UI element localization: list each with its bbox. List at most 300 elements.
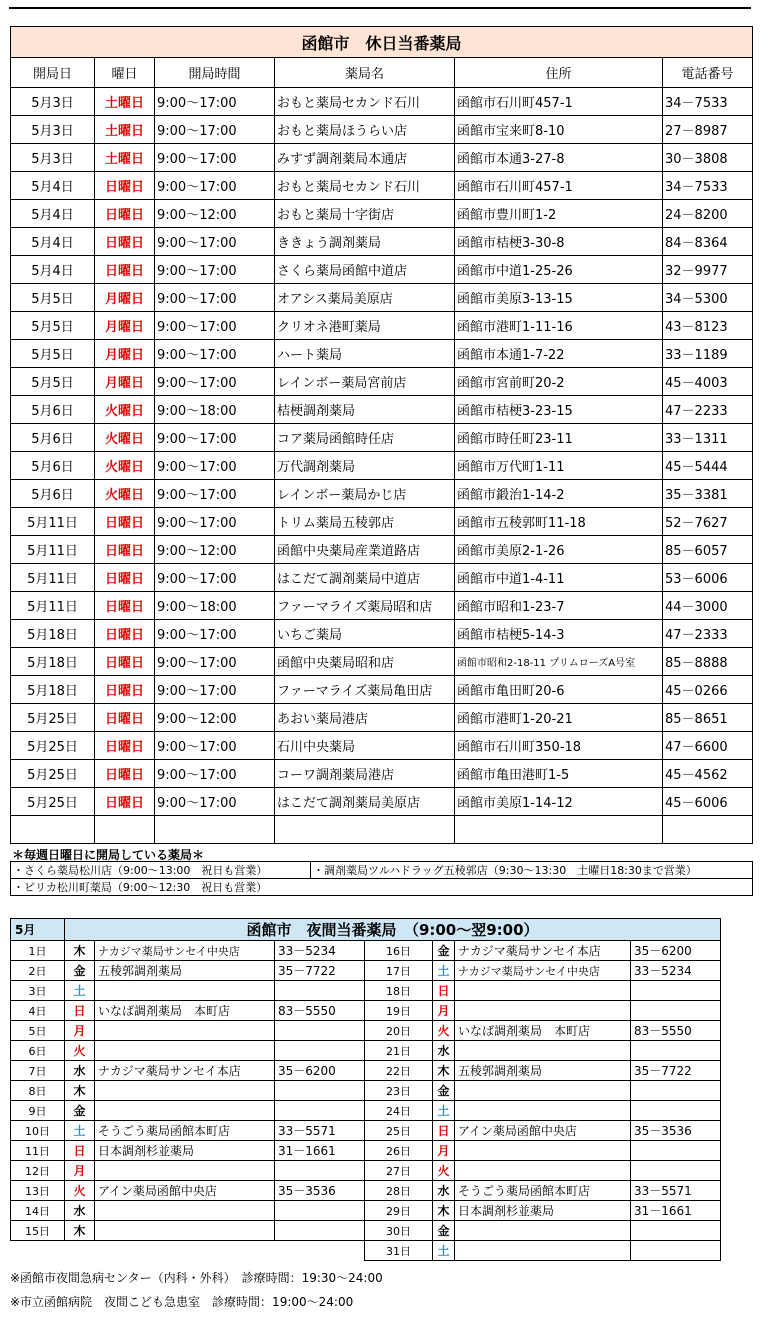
open-hours: 9:00～12:00 xyxy=(155,536,275,564)
open-hours: 9:00～17:00 xyxy=(155,368,275,396)
night-phone xyxy=(275,1221,365,1241)
night-phone xyxy=(631,1241,721,1261)
phone: 32－9977 xyxy=(663,256,753,284)
night-phone: 35－6200 xyxy=(631,941,721,961)
empty-cell xyxy=(95,816,155,844)
night-weekday: 金 xyxy=(433,1221,455,1241)
phone: 45－6006 xyxy=(663,788,753,816)
table-row xyxy=(11,368,753,396)
night-weekday: 火 xyxy=(433,1021,455,1041)
night-weekday: 水 xyxy=(65,1201,95,1221)
night-day: 28日 xyxy=(365,1181,433,1201)
address: 函館市五稜郭町11-18 xyxy=(455,508,663,536)
night-weekday: 火 xyxy=(65,1041,95,1061)
phone: 45－4562 xyxy=(663,760,753,788)
night-pharmacy-name: ナカジマ薬局サンセイ本店 xyxy=(455,941,631,961)
empty-cell xyxy=(455,816,663,844)
night-weekday: 水 xyxy=(65,1061,95,1081)
address: 函館市昭和2-18-11 プリムローズA号室 xyxy=(455,648,663,676)
night-pharmacy-name xyxy=(455,1141,631,1161)
open-date: 5月3日 xyxy=(11,88,95,116)
open-date: 5月3日 xyxy=(11,144,95,172)
night-phone: 35－7722 xyxy=(631,1061,721,1081)
phone: 34－7533 xyxy=(663,88,753,116)
pharmacy-name: オアシス薬局美原店 xyxy=(275,284,455,312)
open-date: 5月18日 xyxy=(11,676,95,704)
night-pharmacy-name xyxy=(455,1041,631,1061)
table-row xyxy=(11,760,753,788)
table-row xyxy=(11,116,753,144)
open-hours: 9:00～12:00 xyxy=(155,704,275,732)
night-day: 6日 xyxy=(11,1041,65,1061)
phone: 27－8987 xyxy=(663,116,753,144)
night-pharmacy-name xyxy=(455,981,631,1001)
column-header: 開局日 xyxy=(11,58,95,88)
weekday: 月曜日 xyxy=(95,284,155,312)
night-day: 10日 xyxy=(11,1121,65,1141)
weekday: 火曜日 xyxy=(95,452,155,480)
pharmacy-name: おもと薬局十字街店 xyxy=(275,200,455,228)
pharmacy-name: 函館中央薬局昭和店 xyxy=(275,648,455,676)
night-day: 25日 xyxy=(365,1121,433,1141)
weekday: 日曜日 xyxy=(95,256,155,284)
night-phone xyxy=(631,1101,721,1121)
night-weekday: 水 xyxy=(433,1181,455,1201)
pharmacy-name: 函館中央薬局産業道路店 xyxy=(275,536,455,564)
table-row xyxy=(11,340,753,368)
pharmacy-name: ききょう調剤薬局 xyxy=(275,228,455,256)
pharmacy-name: コア薬局函館時任店 xyxy=(275,424,455,452)
open-hours: 9:00～17:00 xyxy=(155,648,275,676)
table-row xyxy=(11,704,753,732)
phone: 84－8364 xyxy=(663,228,753,256)
open-date: 5月6日 xyxy=(11,424,95,452)
night-phone xyxy=(631,1141,721,1161)
night-pharmacy-name: ナカジマ薬局サンセイ本店 xyxy=(95,1061,275,1081)
table-row xyxy=(11,1161,721,1181)
phone: 47－2233 xyxy=(663,396,753,424)
address: 函館市美原3-13-15 xyxy=(455,284,663,312)
open-date: 5月6日 xyxy=(11,452,95,480)
night-day: 12日 xyxy=(11,1161,65,1181)
pharmacy-name: ファーマライズ薬局昭和店 xyxy=(275,592,455,620)
night-phone: 83－5550 xyxy=(631,1021,721,1041)
address: 函館市宮前町20-2 xyxy=(455,368,663,396)
night-pharmacy-name: 五稜郭調剤薬局 xyxy=(95,961,275,981)
table-row xyxy=(11,1201,721,1221)
night-weekday: 日 xyxy=(433,981,455,1001)
table-row xyxy=(11,1081,721,1101)
night-weekday: 月 xyxy=(65,1021,95,1041)
night-phone: 83－5550 xyxy=(275,1001,365,1021)
open-date: 5月4日 xyxy=(11,172,95,200)
night-table-title: 函館市 夜間当番薬局 （9:00～翌9:00） xyxy=(65,919,721,941)
night-weekday: 水 xyxy=(433,1041,455,1061)
open-date: 5月11日 xyxy=(11,508,95,536)
night-phone: 35－6200 xyxy=(275,1061,365,1081)
address: 函館市昭和1-23-7 xyxy=(455,592,663,620)
night-pharmacy-name: アイン薬局函館中央店 xyxy=(455,1121,631,1141)
phone: 47－2333 xyxy=(663,620,753,648)
table-row xyxy=(11,1101,721,1121)
address: 函館市中道1-25-26 xyxy=(455,256,663,284)
weekday: 日曜日 xyxy=(95,676,155,704)
open-hours: 9:00～17:00 xyxy=(155,172,275,200)
night-pharmacy-name: そうごう薬局函館本町店 xyxy=(455,1181,631,1201)
table-row xyxy=(11,1061,721,1081)
night-phone xyxy=(275,1201,365,1221)
night-phone: 33－5571 xyxy=(631,1181,721,1201)
night-phone: 35－3536 xyxy=(275,1181,365,1201)
night-day: 26日 xyxy=(365,1141,433,1161)
table-row xyxy=(11,1181,721,1201)
night-weekday: 火 xyxy=(65,1181,95,1201)
address: 函館市鍛治1-14-2 xyxy=(455,480,663,508)
open-date: 5月18日 xyxy=(11,648,95,676)
open-date: 5月11日 xyxy=(11,592,95,620)
pharmacy-name: いちご薬局 xyxy=(275,620,455,648)
night-phone xyxy=(275,1021,365,1041)
table-row xyxy=(11,172,753,200)
pharmacy-name: 万代調剤薬局 xyxy=(275,452,455,480)
night-pharmacy-name: 日本調剤杉並薬局 xyxy=(455,1201,631,1221)
open-hours: 9:00～17:00 xyxy=(155,88,275,116)
pharmacy-name: おもと薬局ほうらい店 xyxy=(275,116,455,144)
night-pharmacy-name xyxy=(95,1041,275,1061)
pharmacy-name: はこだて調剤薬局中道店 xyxy=(275,564,455,592)
address: 函館市亀田町20-6 xyxy=(455,676,663,704)
address: 函館市本通3-27-8 xyxy=(455,144,663,172)
top-rule xyxy=(9,7,751,9)
address: 函館市港町1-20-21 xyxy=(455,704,663,732)
weekday: 日曜日 xyxy=(95,172,155,200)
night-day: 31日 xyxy=(365,1241,433,1261)
open-hours: 9:00～17:00 xyxy=(155,452,275,480)
weekday: 日曜日 xyxy=(95,760,155,788)
weekday: 火曜日 xyxy=(95,396,155,424)
open-date: 5月5日 xyxy=(11,312,95,340)
address: 函館市石川町350-18 xyxy=(455,732,663,760)
night-phone xyxy=(631,1001,721,1021)
pharmacy-name: ハート薬局 xyxy=(275,340,455,368)
pharmacy-name: トリム薬局五稜郭店 xyxy=(275,508,455,536)
night-weekday: 日 xyxy=(433,1121,455,1141)
table-row xyxy=(11,676,753,704)
phone: 85－6057 xyxy=(663,536,753,564)
weekday: 日曜日 xyxy=(95,704,155,732)
night-phone xyxy=(275,1081,365,1101)
night-phone: 33－5234 xyxy=(275,941,365,961)
open-hours: 9:00～17:00 xyxy=(155,676,275,704)
night-day: 27日 xyxy=(365,1161,433,1181)
night-pharmacy-name xyxy=(95,981,275,1001)
night-pharmacy-name: アイン薬局函館中央店 xyxy=(95,1181,275,1201)
empty-cell xyxy=(275,816,455,844)
weekday: 火曜日 xyxy=(95,424,155,452)
night-phone: 33－5571 xyxy=(275,1121,365,1141)
pharmacy-name: あおい薬局港店 xyxy=(275,704,455,732)
open-date: 5月11日 xyxy=(11,536,95,564)
table-row xyxy=(11,620,753,648)
address: 函館市亀田港町1-5 xyxy=(455,760,663,788)
night-day: 7日 xyxy=(11,1061,65,1081)
table-row xyxy=(11,1141,721,1161)
address: 函館市石川町457-1 xyxy=(455,88,663,116)
weekday: 日曜日 xyxy=(95,508,155,536)
phone: 52－7627 xyxy=(663,508,753,536)
weekday: 日曜日 xyxy=(95,536,155,564)
empty-cell xyxy=(65,1241,95,1261)
weekday: 火曜日 xyxy=(95,480,155,508)
night-weekday: 金 xyxy=(433,941,455,961)
night-day: 5日 xyxy=(11,1021,65,1041)
address: 函館市豊川町1-2 xyxy=(455,200,663,228)
pharmacy-name: さくら薬局函館中道店 xyxy=(275,256,455,284)
open-hours: 9:00～18:00 xyxy=(155,592,275,620)
night-day: 8日 xyxy=(11,1081,65,1101)
night-phone: 35－7722 xyxy=(275,961,365,981)
holiday-header-row xyxy=(11,58,753,88)
empty-cell xyxy=(275,1241,365,1261)
night-table-body xyxy=(11,941,721,1261)
phone: 45－5444 xyxy=(663,452,753,480)
night-pharmacy-name: ナカジマ薬局サンセイ中央店 xyxy=(455,961,631,981)
open-hours: 9:00～17:00 xyxy=(155,284,275,312)
table-row xyxy=(11,1021,721,1041)
address: 函館市桔梗5-14-3 xyxy=(455,620,663,648)
table-row xyxy=(11,1001,721,1021)
phone: 35－3381 xyxy=(663,480,753,508)
night-weekday: 木 xyxy=(65,1081,95,1101)
holiday-table-body xyxy=(11,88,753,844)
address: 函館市港町1-11-16 xyxy=(455,312,663,340)
empty-cell xyxy=(663,816,753,844)
phone: 33－1189 xyxy=(663,340,753,368)
night-pharmacy-name xyxy=(95,1021,275,1041)
sunday-note-line: ・ピリカ松川町薬局（9:00～12:30 祝日も営業） xyxy=(11,879,753,896)
weekday: 月曜日 xyxy=(95,312,155,340)
address: 函館市宝来町8-10 xyxy=(455,116,663,144)
weekday: 日曜日 xyxy=(95,788,155,816)
night-pharmacy-name xyxy=(95,1161,275,1181)
night-phone xyxy=(631,1081,721,1101)
column-header: 薬局名 xyxy=(275,58,455,88)
table-row xyxy=(11,1241,721,1261)
address: 函館市万代町1-11 xyxy=(455,452,663,480)
night-day: 16日 xyxy=(365,941,433,961)
pharmacy-name: クリオネ港町薬局 xyxy=(275,312,455,340)
table-row xyxy=(11,592,753,620)
open-hours: 9:00～17:00 xyxy=(155,116,275,144)
pharmacy-name: コーワ調剤薬局港店 xyxy=(275,760,455,788)
table-row xyxy=(11,1041,721,1061)
empty-cell xyxy=(95,1241,275,1261)
column-header: 住所 xyxy=(455,58,663,88)
pharmacy-name: みすず調剤薬局本通店 xyxy=(275,144,455,172)
column-header: 電話番号 xyxy=(663,58,753,88)
night-pharmacy-name: そうごう薬局函館本町店 xyxy=(95,1121,275,1141)
empty-cell xyxy=(11,1241,65,1261)
pharmacy-name: 桔梗調剤薬局 xyxy=(275,396,455,424)
address: 函館市桔梗3-30-8 xyxy=(455,228,663,256)
open-hours: 9:00～17:00 xyxy=(155,228,275,256)
open-date: 5月5日 xyxy=(11,284,95,312)
night-day: 3日 xyxy=(11,981,65,1001)
table-row xyxy=(11,88,753,116)
night-weekday: 土 xyxy=(433,1101,455,1121)
night-day: 9日 xyxy=(11,1101,65,1121)
table-row xyxy=(11,508,753,536)
holiday-table-title: 函館市 休日当番薬局 xyxy=(11,27,753,58)
night-weekday: 木 xyxy=(65,1221,95,1241)
night-pharmacy-name: いなば調剤薬局 本町店 xyxy=(95,1001,275,1021)
night-day: 20日 xyxy=(365,1021,433,1041)
table-row xyxy=(11,536,753,564)
weekday: 土曜日 xyxy=(95,88,155,116)
open-date: 5月4日 xyxy=(11,200,95,228)
night-pharmacy-name xyxy=(455,1101,631,1121)
night-weekday: 土 xyxy=(65,1121,95,1141)
open-hours: 9:00～17:00 xyxy=(155,256,275,284)
night-phone xyxy=(631,1161,721,1181)
night-day: 21日 xyxy=(365,1041,433,1061)
night-pharmacy-name: いなば調剤薬局 本町店 xyxy=(455,1021,631,1041)
table-row xyxy=(11,564,753,592)
night-weekday: 月 xyxy=(65,1161,95,1181)
table-row xyxy=(11,732,753,760)
sunday-note-line: ・さくら薬局松川店（9:00～13:00 祝日も営業） xyxy=(11,862,311,879)
pharmacy-name: 石川中央薬局 xyxy=(275,732,455,760)
night-day: 14日 xyxy=(11,1201,65,1221)
night-pharmacy-name xyxy=(455,1001,631,1021)
footer-note: ※市立函館病院 夜間こども急患室 診療時間：19:00～24:00 xyxy=(10,1295,354,1309)
weekday: 日曜日 xyxy=(95,228,155,256)
open-date: 5月5日 xyxy=(11,340,95,368)
night-weekday: 土 xyxy=(433,1241,455,1261)
night-day: 13日 xyxy=(11,1181,65,1201)
night-phone xyxy=(275,1161,365,1181)
night-phone xyxy=(631,981,721,1001)
night-day: 23日 xyxy=(365,1081,433,1101)
phone: 33－1311 xyxy=(663,424,753,452)
night-pharmacy-table xyxy=(10,918,721,1261)
night-weekday: 月 xyxy=(433,1141,455,1161)
open-date: 5月5日 xyxy=(11,368,95,396)
open-hours: 9:00～17:00 xyxy=(155,564,275,592)
phone: 53－6006 xyxy=(663,564,753,592)
table-row xyxy=(11,1221,721,1241)
night-pharmacy-name xyxy=(455,1221,631,1241)
open-hours: 9:00～17:00 xyxy=(155,480,275,508)
empty-cell xyxy=(155,816,275,844)
table-row xyxy=(11,480,753,508)
phone: 34－7533 xyxy=(663,172,753,200)
address: 函館市美原2-1-26 xyxy=(455,536,663,564)
night-day: 18日 xyxy=(365,981,433,1001)
night-day: 29日 xyxy=(365,1201,433,1221)
open-hours: 9:00～17:00 xyxy=(155,312,275,340)
weekday: 日曜日 xyxy=(95,564,155,592)
night-day: 17日 xyxy=(365,961,433,981)
night-phone: 31－1661 xyxy=(631,1201,721,1221)
phone: 24－8200 xyxy=(663,200,753,228)
table-row xyxy=(11,312,753,340)
open-hours: 9:00～17:00 xyxy=(155,508,275,536)
night-phone: 35－3536 xyxy=(631,1121,721,1141)
phone: 34－5300 xyxy=(663,284,753,312)
night-weekday: 金 xyxy=(433,1081,455,1101)
phone: 85－8651 xyxy=(663,704,753,732)
open-date: 5月3日 xyxy=(11,116,95,144)
weekday: 土曜日 xyxy=(95,116,155,144)
table-row xyxy=(11,144,753,172)
night-weekday: 火 xyxy=(433,1161,455,1181)
phone: 30－3808 xyxy=(663,144,753,172)
open-date: 5月4日 xyxy=(11,228,95,256)
pharmacy-name: レインボー薬局宮前店 xyxy=(275,368,455,396)
night-pharmacy-name xyxy=(95,1221,275,1241)
open-hours: 9:00～17:00 xyxy=(155,424,275,452)
pharmacy-name: おもと薬局セカンド石川 xyxy=(275,172,455,200)
table-row xyxy=(11,788,753,816)
open-hours: 9:00～17:00 xyxy=(155,760,275,788)
table-row xyxy=(11,1121,721,1141)
weekday: 月曜日 xyxy=(95,340,155,368)
weekday: 土曜日 xyxy=(95,144,155,172)
pharmacy-name: おもと薬局セカンド石川 xyxy=(275,88,455,116)
open-date: 5月4日 xyxy=(11,256,95,284)
empty-row xyxy=(11,816,753,844)
night-weekday: 土 xyxy=(433,961,455,981)
weekday: 日曜日 xyxy=(95,620,155,648)
phone: 85－8888 xyxy=(663,648,753,676)
pharmacy-name: ファーマライズ薬局亀田店 xyxy=(275,676,455,704)
night-pharmacy-name xyxy=(95,1101,275,1121)
table-row xyxy=(11,256,753,284)
address: 函館市本通1-7-22 xyxy=(455,340,663,368)
pharmacy-name: レインボー薬局かじ店 xyxy=(275,480,455,508)
open-hours: 9:00～18:00 xyxy=(155,396,275,424)
address: 函館市石川町457-1 xyxy=(455,172,663,200)
sunday-note-title: ＊毎週日曜日に開局している薬局＊ xyxy=(12,848,205,862)
open-date: 5月11日 xyxy=(11,564,95,592)
open-date: 5月25日 xyxy=(11,760,95,788)
night-day: 30日 xyxy=(365,1221,433,1241)
open-hours: 9:00～12:00 xyxy=(155,200,275,228)
open-date: 5月6日 xyxy=(11,480,95,508)
night-phone xyxy=(275,1041,365,1061)
open-date: 5月25日 xyxy=(11,732,95,760)
holiday-pharmacy-table xyxy=(10,26,753,844)
night-month: 5月 xyxy=(11,919,65,941)
weekday: 日曜日 xyxy=(95,592,155,620)
night-weekday: 木 xyxy=(433,1061,455,1081)
night-day: 24日 xyxy=(365,1101,433,1121)
phone: 43－8123 xyxy=(663,312,753,340)
weekday: 月曜日 xyxy=(95,368,155,396)
night-phone xyxy=(275,981,365,1001)
phone: 45－0266 xyxy=(663,676,753,704)
night-pharmacy-name: 日本調剤杉並薬局 xyxy=(95,1141,275,1161)
weekday: 日曜日 xyxy=(95,648,155,676)
open-date: 5月18日 xyxy=(11,620,95,648)
night-weekday: 木 xyxy=(433,1201,455,1221)
night-pharmacy-name: 五稜郭調剤薬局 xyxy=(455,1061,631,1081)
weekday: 日曜日 xyxy=(95,732,155,760)
table-row xyxy=(11,648,753,676)
night-day: 22日 xyxy=(365,1061,433,1081)
phone: 45－4003 xyxy=(663,368,753,396)
